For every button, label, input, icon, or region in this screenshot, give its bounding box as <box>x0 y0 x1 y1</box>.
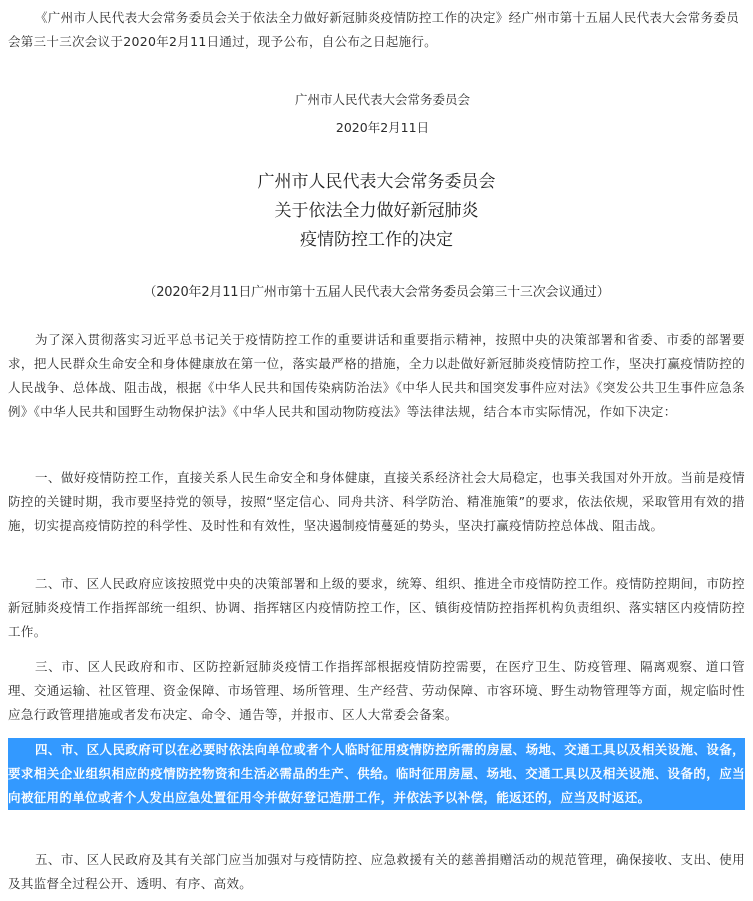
article-1: 一、做好疫情防控工作，直接关系人民生命安全和身体健康，直接关系经济社会大局稳定，也事关我国对外开放。当前是疫情防控的关键时期，我市要坚持党的领导，按照“坚定信心、同舟共济、科学防治、精准施策”的要求，依法依规，采取管用有效的措施，切实提高疫情防控的科学性、及时性和有效性，坚决遏制疫情蔓延的势头，坚决打赢疫情防控总体战、阻击战。 <box>8 470 745 533</box>
article-2: 二、市、区人民政府应该按照党中央的决策部署和上级的要求，统筹、组织、推进全市疫情防控工作。疫情防控期间，市防控新冠肺炎疫情工作指挥部统一组织、协调、指挥辖区内疫情防控工作，区、镇街疫情防控指挥机构负责组织、落实辖区内疫情防控工作。 <box>8 576 745 639</box>
document-title-line-2: 关于依法全力做好新冠肺炎 <box>274 201 479 221</box>
document-subtitle: （2020年2月11日广州市第十五届人民代表大会常务委员会第三十三次会议通过） <box>143 285 610 300</box>
signature-issuer: 广州市人民代表大会常务委员会 <box>294 92 470 107</box>
signature-date: 2020年2月11日 <box>335 120 430 135</box>
document-title-line-3: 疫情防控工作的决定 <box>300 230 453 250</box>
preamble-paragraph: 为了深入贯彻落实习近平总书记关于疫情防控工作的重要讲话和重要指示精神，按照中央的决策部署和省委、市委的部署要求，把人民群众生命安全和身体健康放在第一位，落实最严格的措施，全力以赴做好新冠肺炎疫情防控工作，坚决打赢疫情防控的人民战争、总体战、阻击战，根据《中华人民共和国传染病防治法》《中华人民共和国突发事件应对法》《突发公共卫生事件应急条例》《中华人民共和国野生动物保护法》《中华人民共和国动物防疫法》等法律法规，结合本市实际情况，作如下决定： <box>8 332 745 419</box>
article-4-selected[interactable]: 四、市、区人民政府可以在必要时依法向单位或者个人临时征用疫情防控所需的房屋、场地、交通工具以及相关设施、设备，要求相关企业组织相应的疫情防控物资和生活必需品的生产、供给。临时征用房屋、场地、交通工具以及相关设施、设备的，应当向被征用的单位或者个人发出应急处置征用令并做好登记造册工作，并依法予以补偿，能返还的，应当及时返还。 <box>8 738 745 810</box>
document-title-line-1: 广州市人民代表大会常务委员会 <box>257 172 496 192</box>
article-3: 三、市、区人民政府和市、区防控新冠肺炎疫情工作指挥部根据疫情防控需要，在医疗卫生、防疫管理、隔离观察、道口管理、交通运输、社区管理、资金保障、市场管理、场所管理、生产经营、劳动保障、市容环境、野生动物管理等方面，规定临时性应急行政管理措施或者发布决定、命令、通告等，并报市、区人大常委会备案。 <box>8 659 745 722</box>
article-5: 五、市、区人民政府及其有关部门应当加强对与疫情防控、应急救援有关的慈善捐赠活动的规范管理，确保接收、支出、使用及其监督全过程公开、透明、有序、高效。 <box>8 852 745 891</box>
intro-paragraph: 《广州市人民代表大会常务委员会关于依法全力做好新冠肺炎疫情防控工作的决定》经广州市第十五届人民代表大会常务委员会第三十三次会议于2020年2月11日通过，现予公布，自公布之日起施行。 <box>8 10 740 49</box>
